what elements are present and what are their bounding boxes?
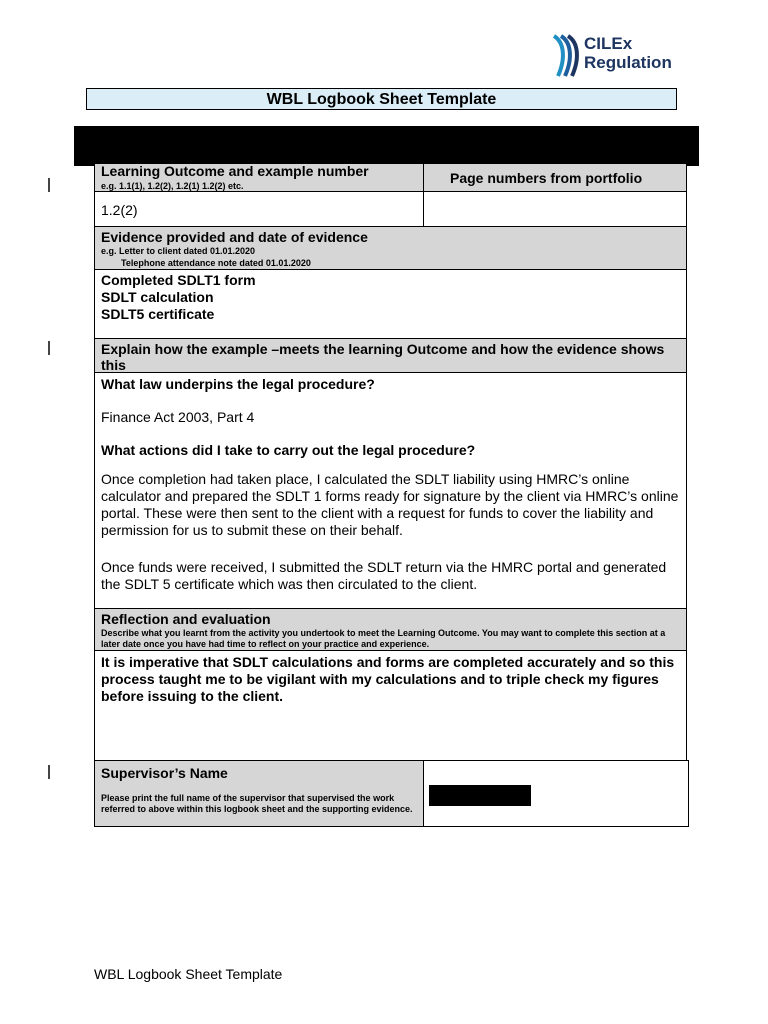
evidence-label: Evidence provided and date of evidence <box>101 229 368 245</box>
learning-outcome-value: 1.2(2) <box>101 202 138 218</box>
redacted-supervisor-name <box>429 785 531 806</box>
evidence-example-1: e.g. Letter to client dated 01.01.2020 <box>101 246 256 256</box>
explain-question-2: What actions did I take to carry out the legal procedure? <box>101 442 476 458</box>
explain-question-1: What law underpins the legal procedure? <box>101 376 375 392</box>
explain-label: Explain how the example –meets the learning Outcome and how the evidence shows this <box>101 341 665 373</box>
supervisor-label: Supervisor’s Name <box>101 765 228 781</box>
logo-line1: CILEx <box>584 34 633 53</box>
evidence-header <box>94 226 687 270</box>
supervisor-header <box>94 760 424 827</box>
learning-outcome-example: e.g. 1.1(1), 1.2(2), 1.2(1) 1.2(2) etc. <box>101 181 244 191</box>
explain-answer-1: Finance Act 2003, Part 4 <box>101 409 255 425</box>
page-footer: WBL Logbook Sheet Template <box>94 966 283 982</box>
evidence-item: SDLT5 certificate <box>101 306 215 322</box>
margin-mark <box>48 178 50 192</box>
evidence-item: Completed SDLT1 form <box>101 272 256 288</box>
explain-header <box>94 338 687 373</box>
learning-outcome-label: Learning Outcome and example number <box>101 163 369 179</box>
reflection-instructions: Describe what you learnt from the activity you undertook to meet the Learning Outcome. You may want to complete this section at a later date once you have had time to reflect on your practice and experience. <box>101 628 666 649</box>
reflection-answer: It is imperative that SDLT calculations and forms are completed accurately and so this process taught me to be vigilant with my calculations and to triple check my figures before issuing to the client. <box>101 654 675 704</box>
page-title: WBL Logbook Sheet Template <box>86 88 677 110</box>
supervisor-instructions: Please print the full name of the supervisor that supervised the work referred to above within this logbook sheet and the supporting evidence. <box>101 793 413 814</box>
reflection-answer-cell <box>94 650 687 761</box>
evidence-items-cell <box>94 269 687 339</box>
explain-paragraph-2: Once funds were received, I submitted the SDLT return via the HMRC portal and generated the SDLT 5 certificate which was then circulated to the client. <box>101 559 667 592</box>
margin-mark <box>48 341 50 355</box>
page-numbers-header <box>423 163 687 192</box>
evidence-example-2: Telephone attendance note dated 01.01.2020 <box>121 258 311 268</box>
evidence-item: SDLT calculation <box>101 289 214 305</box>
reflection-label: Reflection and evaluation <box>101 611 271 627</box>
learning-outcome-header <box>94 163 424 192</box>
redaction-bar <box>74 126 699 166</box>
page-numbers-value-cell <box>423 191 687 227</box>
page-numbers-label: Page numbers from portfolio <box>450 170 643 186</box>
logo-line2: Regulation <box>584 53 672 72</box>
learning-outcome-value-cell <box>94 191 424 227</box>
explain-body <box>94 372 687 609</box>
margin-mark <box>48 765 50 779</box>
supervisor-name-cell <box>423 760 689 827</box>
logo-mark-icon <box>548 32 584 80</box>
reflection-header <box>94 608 687 651</box>
cilex-regulation-logo <box>548 32 688 82</box>
explain-paragraph-1: Once completion had taken place, I calculated the SDLT liability using HMRC’s online calculator and prepared the SDLT 1 forms ready for signature by the client via HMRC’s online portal. These were then sent to the client with a request for funds to cover the liability and permission for us to submit these on their behalf. <box>101 471 679 538</box>
